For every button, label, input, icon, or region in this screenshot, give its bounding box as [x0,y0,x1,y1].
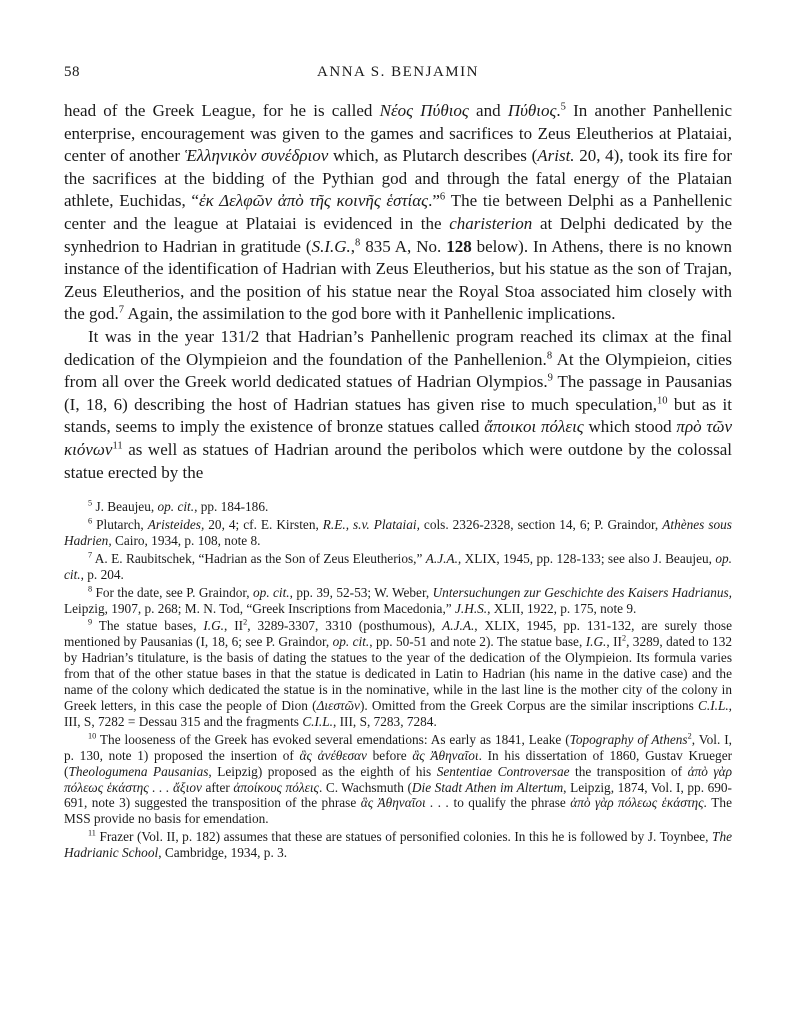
italic-text: I.G. [203,618,224,634]
text: the transposition of [569,763,688,779]
footnote-number: 5 [88,498,93,508]
italic-text: Aristeides, [147,517,205,532]
footnote-ref-5: 5 [560,101,566,113]
text: Again, the assimilation to the god bore with it Panhellenic implications. [124,304,616,324]
text: to qualify the phrase [449,795,571,811]
footnote-ref-9: 9 [547,372,553,384]
footnote-10 [64,732,732,827]
text: , II [224,618,244,634]
text: but as it stands, seems to imply the existence of bronze statues called [64,394,732,437]
text: A. E. Raubitschek, “Hadrian as the Son of Zeus Eleutherios,” [92,550,426,566]
italic-text: Untersuchungen zur Geschichte des Kaisers Hadrianus, [432,584,733,600]
text: For the date, see P. Graindor, [92,584,254,600]
italic-text: op. cit. [157,499,195,515]
italic-text: Die Stadt Athen im Altertum [411,779,564,795]
greek-text: Διεστῶν [316,697,360,713]
footnote-7 [64,551,732,583]
greek-text: Νέος Πύθιος [379,101,469,120]
text: after [201,779,234,795]
text: as well as statues of Hadrian around the peribolos which were outdone by the colossal statue erected by the [64,439,732,482]
text: which, as Plutarch describes ( [328,146,538,166]
bold-reference: 128 [446,236,472,256]
italic-text: op. cit. [64,550,732,582]
italic-text: C.I.L. [698,697,729,713]
greek-text: Ἑλληνικὸν συνέδριον [184,146,329,166]
running-head-author: ANNA S. BENJAMIN [317,64,479,80]
text: It was in the year 131/2 that Hadrian’s Panhellenic program reached its climax at the final dedication of the Olympieion and the foundation of the Panhellenion. [64,326,732,369]
text: Frazer (Vol. II, p. 182) assumes that these are statues of personified colonies. In this he is followed by J. Toynbee, [95,829,713,845]
page [64,60,732,861]
text: 835 A, No. [360,236,447,256]
footnote-ref-10: 10 [657,395,668,407]
italic-text: Arist. [537,146,575,166]
text: The statue bases, [92,618,204,634]
text: , XLII, 1922, p. 175, note 9. [487,600,637,616]
edition-superscript: 2 [621,633,627,643]
greek-text: ἀπὸ γὰρ πόλεως ἑκάστης . . . ἄξιον [64,763,732,795]
italic-text: S.I.G. [311,236,351,256]
text: Cairo, 1934, p. 108, note 8. [111,532,261,548]
paragraph-2 [64,326,732,484]
italic-text: R.E., s.v. Plataiai, [322,517,420,532]
italic-text: Theologumena Pausanias [68,763,209,779]
footnotes [64,499,732,861]
italic-text: Athènes sous Hadrien, [64,517,732,548]
text: , Leipzig) proposed as the eighth of his [208,763,437,779]
footnote-number: 9 [88,618,93,628]
paragraph-1 [64,100,732,326]
edition-superscript: 8 [355,236,361,248]
text: , pp. 39, 52-53; W. Weber, [289,584,433,600]
footnote-6 [64,517,732,549]
text: at Delphi dedicated by the synhedrion to Hadrian in gratitude ( [64,213,733,256]
edition-superscript: 2 [243,618,248,628]
text: , III, S, 7283, 7284. [332,713,437,729]
greek-text: ἄποικοι πόλεις [484,417,584,437]
greek-text: ἀπὸ γὰρ πόλεως ἑκάστης [570,795,704,811]
italic-text: I.G. [585,634,607,650]
footnote-ref-11: 11 [112,440,123,452]
greek-text: ἃς Ἀθηναῖοι [412,747,479,763]
greek-text: ἃς Ἀθηναῖοι . . . [360,795,450,811]
text: .” [428,191,440,211]
text: , [350,236,356,256]
text: , Vol. I, p. 130, note 1) proposed the insertion of [64,731,732,763]
text: before [366,747,413,763]
text: J. Beaujeu, [92,499,158,515]
footnote-8 [64,585,732,617]
text: , pp. 50-51 and note 2). The statue base, [369,634,586,650]
text: Plutarch, [92,517,148,532]
text: which stood [583,417,677,437]
text: , 3289, dated to 132 by Hadrian’s titulature, is the basis of dating the statues to the year of the dedication of the Olympieion. Its formula varies from that of the other statue bases in that the statue is dedicated in Latin to Hadrian (his name in the dative case) and the name of the colony which dedicated the statue is in the nominative, while in the last line is the mother city of the colony in Greek letters, in this case the people of Dion ( [64,634,732,713]
italic-text: Sententiae Controversae [436,763,570,779]
italic-text: op. cit. [253,584,290,600]
text: . C. Wachsmuth ( [318,779,412,795]
text: cols. 2326-2328, section 14, 6; P. Graindor, [419,517,663,532]
greek-text: ἀποίκους πόλεις [233,779,319,795]
italic-text: A.J.A., [425,550,462,566]
text: , p. 204. [80,566,124,582]
edition-superscript: 2 [687,731,692,741]
text: In another Panhellenic enterprise, encouragement was given to the games and sacrifices to Zeus Eleutherios at Plataiai, center of another [64,101,733,166]
footnote-number: 6 [88,516,93,526]
text: . The MSS provide no basis for emendation. [64,795,732,827]
greek-text: ἃς ἀνέθεσαν [299,747,367,763]
italic-text: C.I.L. [302,713,333,729]
text: , XLIX, 1945, pp. 131-132, are surely those mentioned by Pausanias (I, 18, 6; see P. Graindor, [64,618,732,650]
footnote-11 [64,829,732,861]
italic-text: Topography of Athens [569,731,688,747]
main-text [64,100,732,484]
text: . In his dissertation of 1860, Gustav Krueger ( [64,747,733,779]
greek-text: πρὸ τῶν κιόνων [64,417,733,459]
text: , 3289-3307, 3310 (posthumous), [247,618,443,634]
text: Leipzig, 1907, p. 268; M. N. Tod, “Greek Inscriptions from Macedonia,” [64,600,455,616]
italic-text: A.J.A. [442,618,475,634]
text: and [468,101,508,120]
footnote-ref-8: 8 [546,349,553,361]
footnote-ref-7: 7 [118,304,125,316]
text: At the Olympieion, cities from all over the Greek world dedicated statues of Hadrian Olympios. [64,349,733,392]
italic-text: charisterion [449,213,533,233]
text: 20, 4; cf. E. Kirsten, [204,517,323,532]
text: . [556,101,561,120]
text: XLIX, 1945, pp. 128-133; see also J. Beaujeu, [461,550,716,566]
text: , II [606,634,622,650]
greek-text: ἐκ Δελφῶν ἀπὸ τῆς κοινῆς ἑστίας [198,191,429,211]
text: below). In Athens, there is no known instance of the identification of Hadrian with Zeus Eleutherios, but his statue as the son of Trajan, Zeus Eleutherios, and the position of his statue near the Royal Stoa associated him closely with the god. [64,236,732,324]
text: The passage in Pausanias (I, 18, 6) describing the host of Hadrian statues has given rise to much speculation, [64,372,732,414]
greek-text: Πύθιος [507,101,557,120]
italic-text: J.H.S. [455,600,488,616]
page-number: 58 [64,64,80,80]
footnote-5 [64,499,732,515]
italic-text: op. cit. [332,634,370,650]
footnote-ref-6: 6 [439,191,446,203]
footnote-number: 10 [88,731,97,741]
text: , pp. 184-186. [194,499,269,515]
italic-text: The Hadrianic School [64,829,732,861]
running-head [64,60,732,84]
text: , Cambridge, 1934, p. 3. [158,845,288,861]
footnote-number: 8 [88,584,93,594]
text: head of the Greek League, for he is called [64,101,380,120]
text: The looseness of the Greek has evoked several emendations: As early as 1841, Leake ( [96,731,570,747]
footnote-number: 11 [88,828,96,838]
text: , Leipzig, 1874, Vol. I, pp. 690-691, note 3) suggested the transposition of the phrase [64,779,732,811]
footnote-9 [64,618,732,729]
text: 20, 4), took its fire for the sacrifices at the bidding of the Pythian god and through the fatal energy of the Plataian athlete, Euchidas, “ [64,146,732,211]
text: , III, S, 7282 = Dessau 315 and the fragments [64,697,732,729]
text: The tie between Delphi as a Panhellenic center and the league at Plataiai is evidenced in the [64,191,733,233]
text: ). Omitted from the Greek Corpus are the similar inscriptions [359,697,698,713]
footnote-number: 7 [88,550,93,560]
